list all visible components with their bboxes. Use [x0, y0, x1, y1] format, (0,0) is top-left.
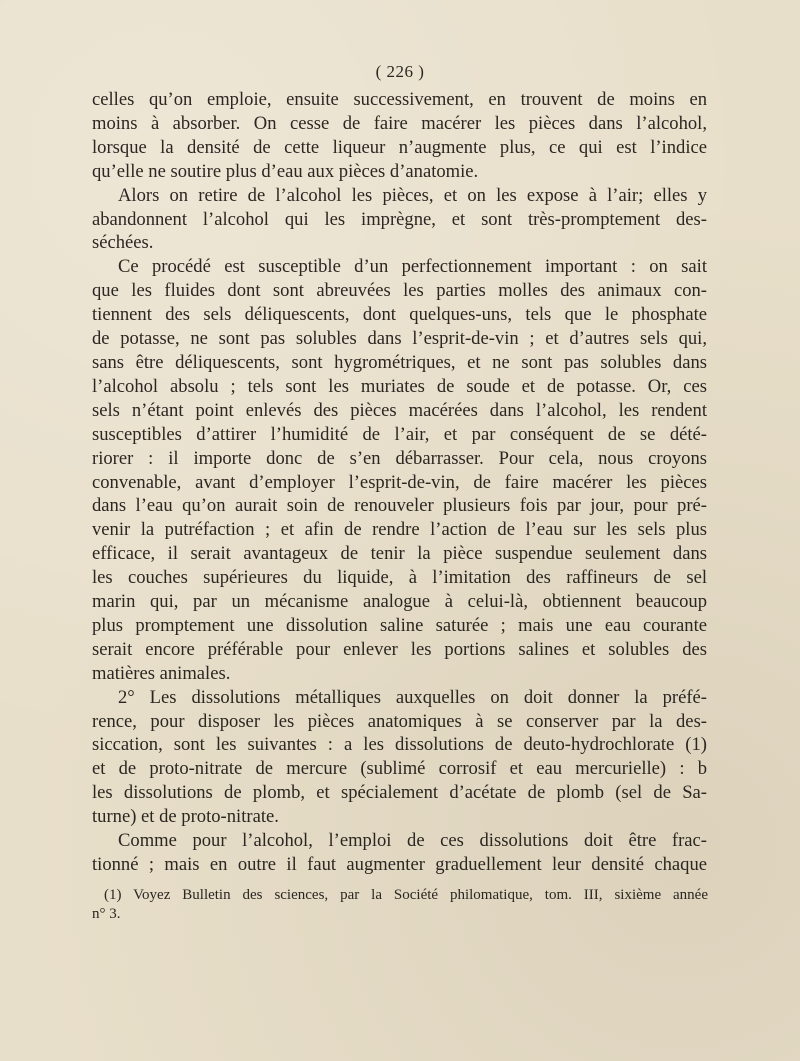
text-line: sels n’étant point enlevés des pièces macérées dans l’alcohol, les rendent: [92, 399, 707, 421]
page-number: ( 226 ): [375, 62, 425, 81]
text-line: serait encore préférable pour enlever les portions salines et solubles des: [92, 638, 707, 660]
text-line: siccation, sont les suivantes : a les dissolutions de deuto-hydrochlorate (1): [92, 734, 707, 756]
body-text: [92, 88, 707, 877]
footnote: [92, 886, 708, 924]
text-line: Comme pour l’alcohol, l’emploi de ces dissolutions doit être frac-: [118, 830, 707, 852]
text-line: marin qui, par un mécanisme analogue à celui-là, obtiennent beaucoup: [92, 591, 707, 613]
text-line: abandonnent l’alcohol qui les imprègne, et sont très-promptement des-: [92, 208, 707, 230]
text-line: susceptibles d’attirer l’humidité de l’air, et par conséquent de se dété-: [92, 423, 707, 445]
text-line: plus promptement une dissolution saline saturée ; mais une eau courante: [92, 614, 707, 636]
text-line: celles qu’on emploie, ensuite successivement, en trouvent de moins en: [92, 89, 707, 110]
text-line: 2° Les dissolutions métalliques auxquelles on doit donner la préfé-: [118, 686, 707, 708]
text-line: moins à absorber. On cesse de faire macérer les pièces dans l’alcohol,: [92, 112, 707, 134]
text-line: séchées.: [92, 232, 154, 254]
text-line: matières animales.: [92, 662, 231, 684]
text-line: dans l’eau qu’on aurait soin de renouveler plusieurs fois par jour, pour pré-: [92, 495, 707, 517]
text-line: l’alcohol absolu ; tels sont les muriates de soude et de potasse. Or, ces: [92, 375, 707, 397]
text-line: Ce procédé est susceptible d’un perfectionnement important : on sait: [118, 256, 707, 278]
footnote-line: (1) Voyez Bulletin des sciences, par la Société philomatique, tom. III, sixième année: [104, 887, 708, 903]
text-line: sans être déliquescents, sont hygrométriques, et ne sont pas solubles dans: [92, 351, 707, 373]
text-line: que les fluides dont sont abreuvées les parties molles des animaux con-: [92, 280, 707, 302]
text-line: venir la putréfaction ; et afin de rendre l’action de l’eau sur les sels plus: [92, 519, 707, 541]
text-line: les dissolutions de plomb, et spécialement d’acétate de plomb (sel de Sa-: [92, 782, 707, 804]
text-line: Alors on retire de l’alcohol les pièces, et on les expose à l’air; elles y: [118, 184, 707, 206]
text-line: les couches supérieures du liquide, à l’imitation des raffineurs de sel: [92, 567, 707, 589]
text-line: et de proto-nitrate de mercure (sublimé corrosif et eau mercurielle) : b: [92, 758, 707, 780]
text-line: turne) et de proto-nitrate.: [92, 806, 279, 828]
text-line: tionné ; mais en outre il faut augmenter graduellement leur densité chaque: [92, 854, 707, 875]
text-line: efficace, il serait avantageux de tenir la pièce suspendue seulement dans: [92, 543, 707, 565]
text-line: riorer : il importe donc de s’en débarrasser. Pour cela, nous croyons: [92, 447, 707, 469]
text-line: rence, pour disposer les pièces anatomiques à se conserver par la des-: [92, 710, 707, 732]
text-line: lorsque la densité de cette liqueur n’augmente plus, ce qui est l’indice: [92, 136, 707, 158]
footnote-line: n° 3.: [92, 906, 121, 922]
text-line: de potasse, ne sont pas solubles dans l’esprit-de-vin ; et d’autres sels qui,: [92, 328, 707, 350]
text-line: convenable, avant d’employer l’esprit-de-vin, de faire macérer les pièces: [92, 471, 707, 493]
text-line: qu’elle ne soutire plus d’eau aux pièces d’anatomie.: [92, 160, 479, 182]
text-line: tiennent des sels déliquescents, dont quelques-uns, tels que le phosphate: [92, 304, 707, 326]
